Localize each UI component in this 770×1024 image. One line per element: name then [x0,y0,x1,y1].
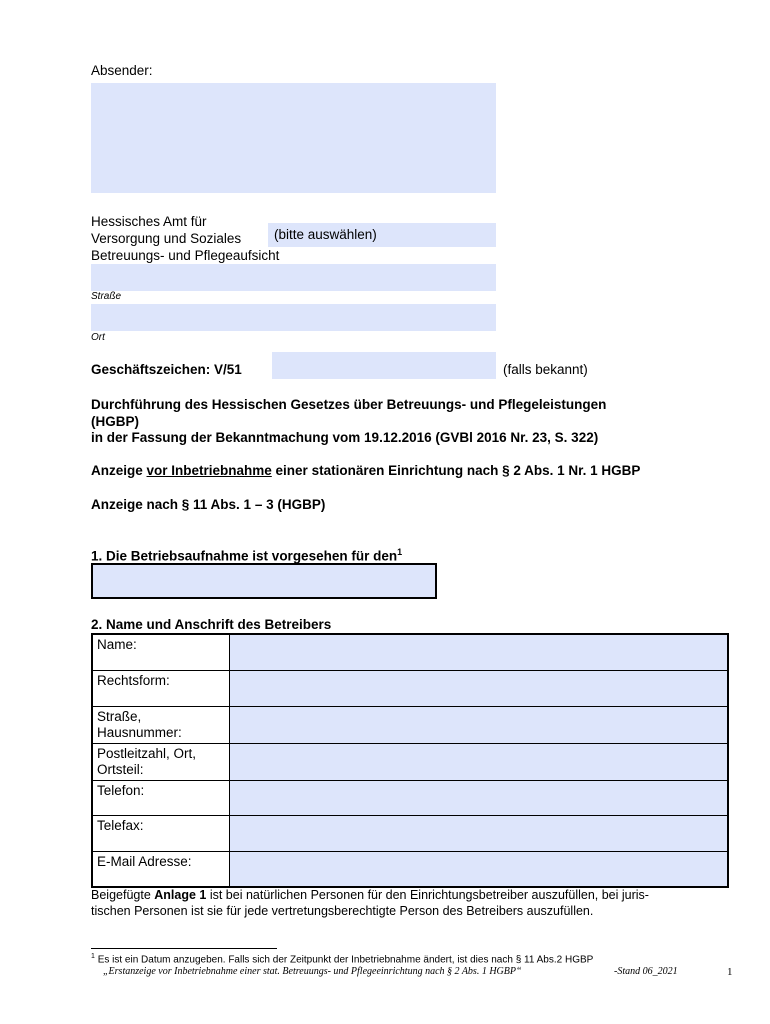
phone-label: Telefon: [92,780,230,815]
heading-line-2: (HGBP) [91,414,139,429]
legal-form-label: Rechtsform: [92,670,230,706]
table-row [92,743,728,780]
operator-address-table [91,633,729,888]
table-row [92,851,728,887]
legal-form-input[interactable] [230,670,729,706]
name-label: Name: [92,634,230,670]
name-input[interactable] [230,634,729,670]
heading-line-1: Durchführung des Hessischen Gesetzes über Betreuungs- und Pflegeleistungen [91,397,607,412]
section-1-title-text: 1. Die Betriebsaufnahme ist vorgesehen für den [91,548,398,564]
notice-suffix: einer stationären Einrichtung nach § 2 Abs. 1 Nr. 1 HGBP [271,463,641,478]
footer-form-title: „Erstanzeige vor Inbetriebnahme einer stat. Betreuungs- und Pflegeeinrichtung nach § 2 Abs. 1 HGBP“ [103,966,522,977]
authority-select-value: (bitte auswählen) [274,227,377,242]
annex-note-line-1 [91,888,649,902]
authority-line-1: Hessisches Amt für [91,214,207,229]
street-number-input[interactable] [230,706,729,743]
reference-input[interactable] [272,352,496,379]
authority-line-3: Betreuungs- und Pflegeaufsicht [91,248,280,263]
street-label: Straße [91,291,122,302]
notice-prefix: Anzeige [91,463,147,478]
page-number: 1 [727,966,733,978]
table-row [92,670,728,706]
notice-underlined: vor Inbetriebnahme [146,463,272,478]
reference-label: Geschäftszeichen: V/51 [91,362,242,377]
footnote-reference: 1 [397,547,403,557]
annex-note-line-2: tischen Personen ist sie für jede vertretungsberechtigte Person des Betreibers auszufüllen. [91,904,594,918]
postal-code-city-input[interactable] [230,743,729,780]
notice-section-11: Anzeige nach § 11 Abs. 1 – 3 (HGBP) [91,497,326,512]
section-2-title: 2. Name und Anschrift des Betreibers [91,617,332,632]
fax-input[interactable] [230,815,729,851]
phone-input[interactable] [230,780,729,815]
operation-start-date-input[interactable] [91,563,437,599]
footnote-text: Es ist ein Datum anzugeben. Falls sich der Zeitpunkt der Inbetriebnahme ändert, ist dies nach § 11 Abs.2 HGBP [97,954,594,966]
sender-label: Absender: [91,63,153,78]
email-input[interactable] [230,851,729,887]
table-row [92,815,728,851]
annex-note-prefix: Beigefügte [91,888,155,902]
heading-line-3: in der Fassung der Bekanntmachung vom 19.12.2016 (GVBl 2016 Nr. 23, S. 322) [91,430,599,445]
city-input[interactable] [91,304,496,331]
street-input[interactable] [91,264,496,291]
table-row [92,706,728,743]
authority-select[interactable] [268,223,496,247]
email-label: E-Mail Adresse: [92,851,230,887]
footer-version: -Stand 06_2021 [614,966,678,977]
annex-note-rest: ist bei natürlichen Personen für den Einrichtungsbetreiber auszufüllen, bei juris- [206,888,649,902]
section-1-title [91,547,402,564]
annex-note-bold: Anlage 1 [154,888,207,902]
city-label: Ort [91,332,105,343]
footnote-mark: 1 [91,953,95,960]
street-number-label: Straße, Hausnummer: [92,706,230,743]
footnote [91,953,593,965]
notice-before-operation [91,463,640,478]
sender-input[interactable] [91,83,496,193]
footnote-divider [91,948,277,949]
table-row [92,634,728,670]
fax-label: Telefax: [92,815,230,851]
table-row [92,780,728,815]
authority-line-2: Versorgung und Soziales [91,231,242,246]
postal-code-city-label: Postleitzahl, Ort, Ortsteil: [92,743,230,780]
reference-note: (falls bekannt) [503,362,588,377]
